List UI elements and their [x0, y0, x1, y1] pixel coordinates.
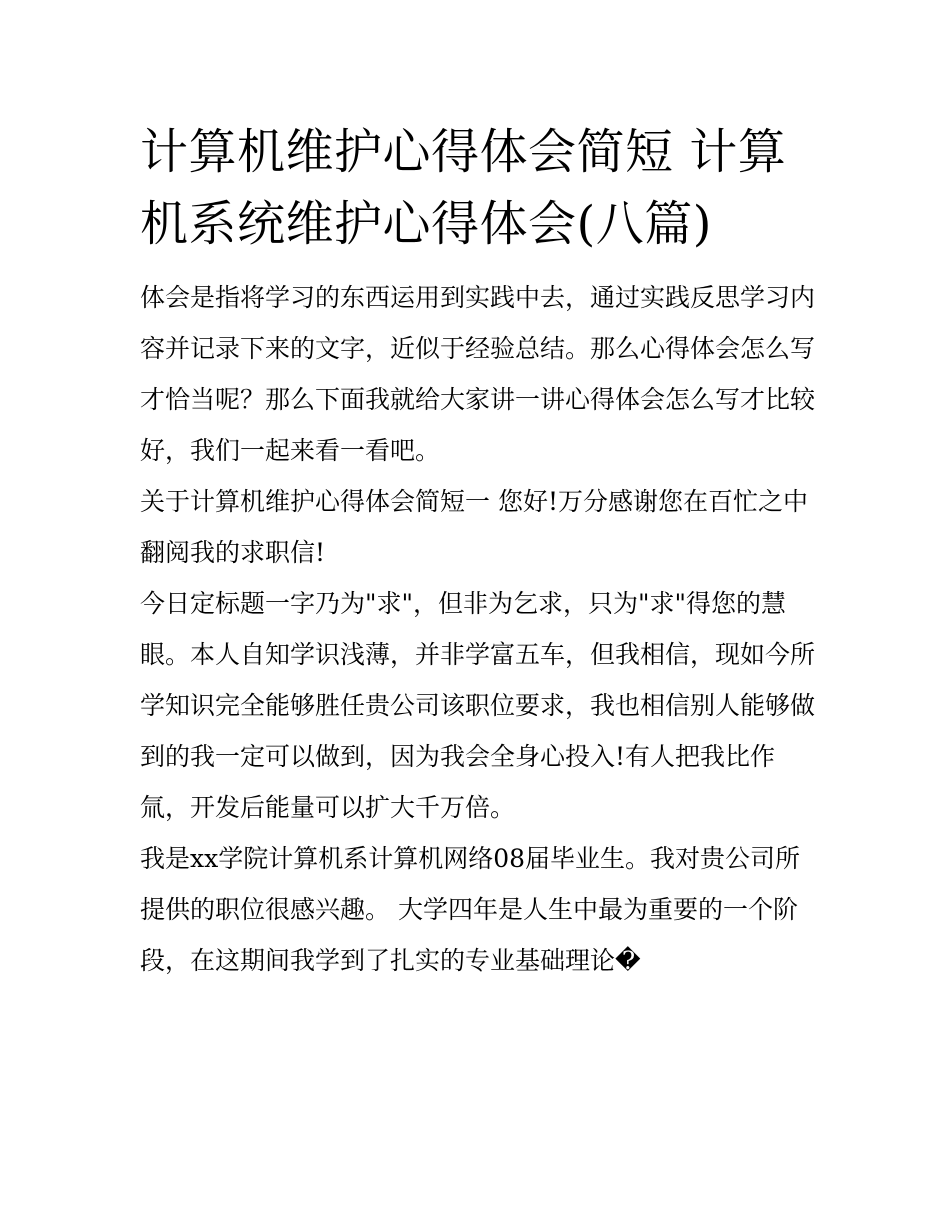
body-paragraph: 今日定标题一字乃为"求"，但非为乞求，只为"求"得您的慧眼。本人自知学识浅薄，并非学富五车，但我相信，现如今所学知识完全能够胜任贵公司该职位要求，我也相信别人能够做到的我一定可以做到，因为我会全身心投入!有人把我比作氚，开发后能量可以扩大千万倍。 — [140, 589, 816, 822]
title-block — [140, 116, 820, 260]
document-title: 计算机维护心得体会简短 计算机系统维护心得体会(八篇) — [140, 124, 787, 252]
document-page — [140, 116, 820, 986]
greeting-paragraph: 关于计算机维护心得体会简短一 您好!万分感谢您在百忙之中翻阅我的求职信! — [140, 487, 808, 567]
self-intro-paragraph: 我是xx学院计算机系计算机网络08届毕业生。我对贵公司所提供的职位很感兴趣。 大学四年是人生中最为重要的一个阶段，在这期间我学到了扎实的专业基础理论� — [140, 844, 801, 975]
intro-paragraph: 体会是指将学习的东西运用到实践中去，通过实践反思学习内容并记录下来的文字，近似于经验总结。那么心得体会怎么写才恰当呢？那么下面我就给大家讲一讲心得体会怎么写才比较好，我们一起来看一看吧。 — [140, 283, 816, 465]
